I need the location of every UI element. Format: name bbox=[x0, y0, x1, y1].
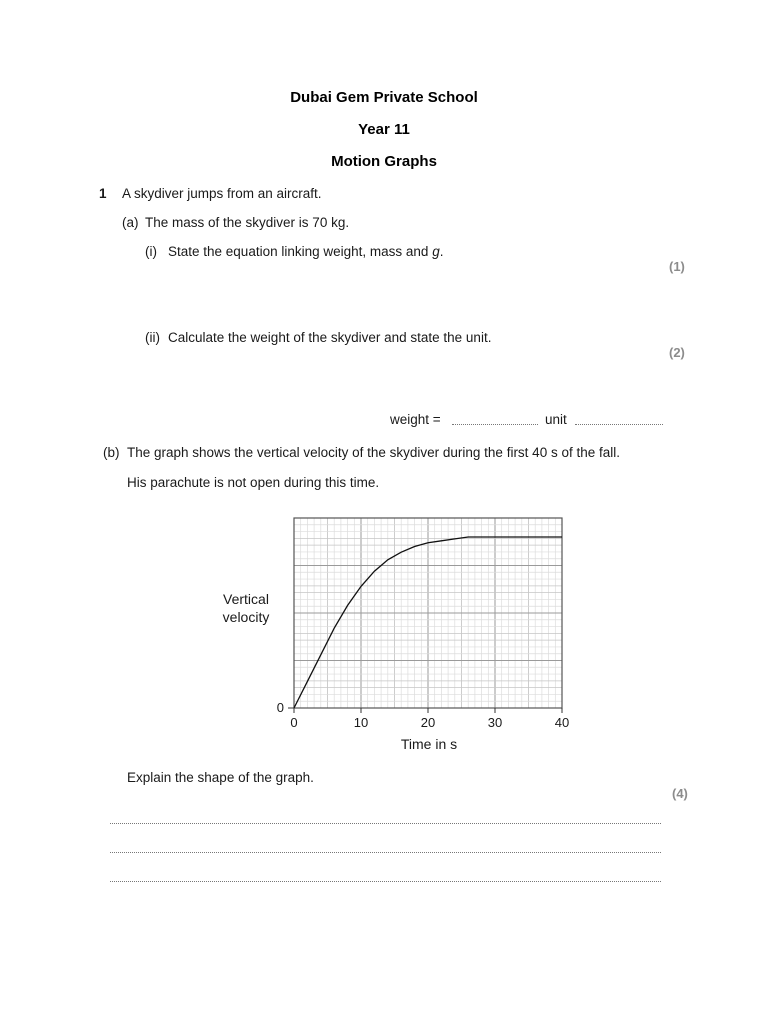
school-name: Dubai Gem Private School bbox=[290, 89, 478, 106]
part-a-ii-label: (ii) bbox=[145, 330, 160, 345]
x-tick-label: 40 bbox=[554, 715, 570, 730]
part-a-label: (a) bbox=[122, 215, 139, 230]
part-b-text: The graph shows the vertical velocity of the skydiver during the first 40 s of the fall. bbox=[127, 445, 620, 460]
marks-a-ii: (2) bbox=[669, 345, 685, 360]
y-axis-label-line2: velocity bbox=[222, 609, 270, 625]
part-a-i-text: State the equation linking weight, mass and g. bbox=[168, 244, 444, 259]
unit-label: unit bbox=[545, 412, 567, 427]
question-number: 1 bbox=[99, 186, 107, 201]
part-b-label: (b) bbox=[103, 445, 120, 460]
velocity-time-graph bbox=[0, 500, 768, 770]
y-tick-label: 0 bbox=[276, 700, 284, 715]
weight-label: weight = bbox=[390, 412, 441, 427]
part-b-text2: His parachute is not open during this time. bbox=[127, 475, 380, 490]
marks-a-i: (1) bbox=[669, 259, 685, 274]
x-tick-label: 20 bbox=[420, 715, 436, 730]
x-tick-label: 30 bbox=[487, 715, 503, 730]
part-a-ii-text: Calculate the weight of the skydiver and state the unit. bbox=[168, 330, 492, 345]
x-tick-label: 10 bbox=[353, 715, 369, 730]
g-variable: g bbox=[432, 244, 440, 259]
x-axis-label: Time in s bbox=[400, 736, 458, 752]
year-title: Year 11 bbox=[358, 121, 410, 138]
unit-answer-line[interactable] bbox=[575, 424, 663, 425]
part-a-text: The mass of the skydiver is 70 kg. bbox=[145, 215, 350, 230]
marks-b: (4) bbox=[672, 786, 688, 801]
weight-answer-line[interactable] bbox=[452, 424, 538, 425]
part-a-i-label: (i) bbox=[145, 244, 157, 259]
explain-prompt: Explain the shape of the graph. bbox=[127, 770, 314, 785]
answer-line-3[interactable] bbox=[110, 881, 661, 882]
x-tick-label: 0 bbox=[290, 715, 298, 730]
topic-title: Motion Graphs bbox=[331, 153, 437, 170]
y-axis-label-line1: Vertical bbox=[223, 591, 269, 607]
question-intro: A skydiver jumps from an aircraft. bbox=[122, 186, 322, 201]
answer-line-1[interactable] bbox=[110, 823, 661, 824]
answer-line-2[interactable] bbox=[110, 852, 661, 853]
